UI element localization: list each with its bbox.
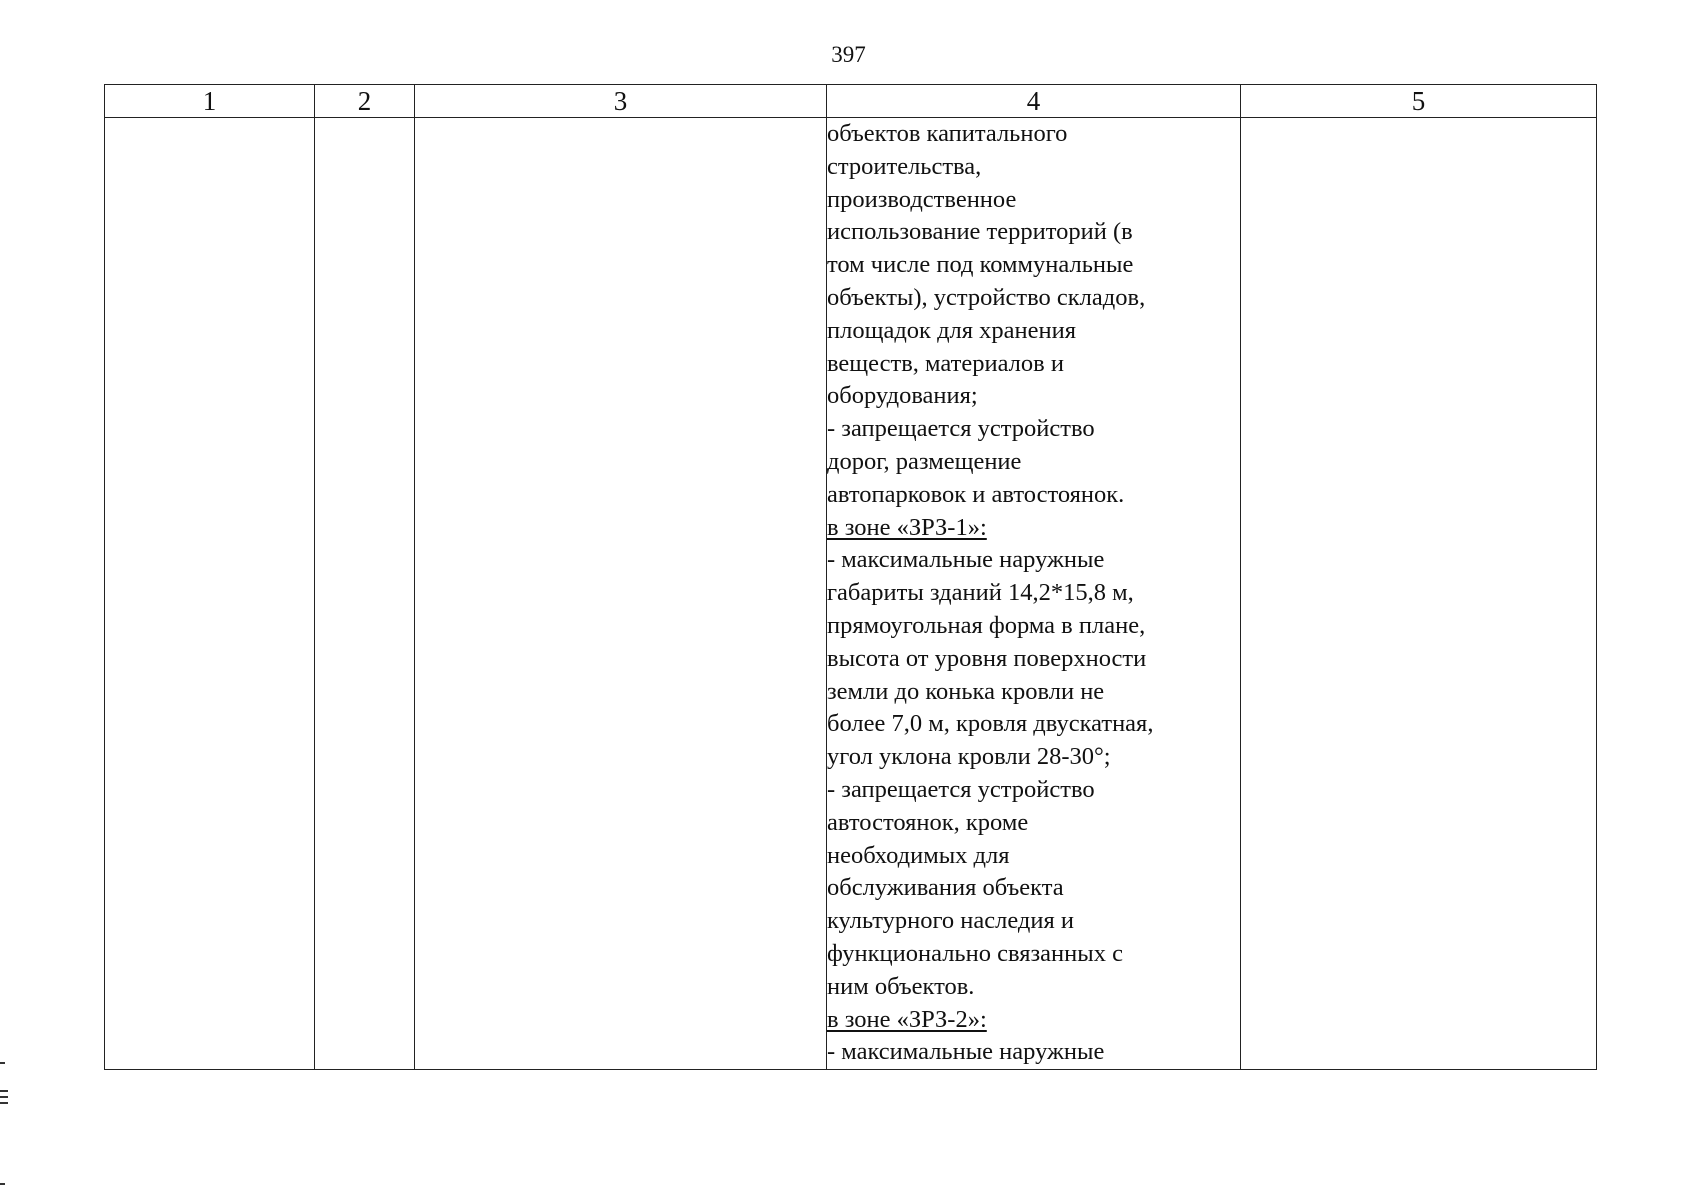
text-line: необходимых для [827,841,1010,869]
text-line: площадок для хранения [827,316,1077,344]
document-table [104,84,1597,1070]
margin-mark [0,1096,8,1098]
text-line: ним объектов. [827,972,975,1000]
text-line: прямоугольная форма в плане, [827,611,1146,639]
text-line: угол уклона кровли 28-30°; [827,743,1111,771]
text-line: габариты зданий 14,2*15,8 м, [827,579,1134,607]
text-line: - максимальные наружные [827,1038,1105,1066]
text-line: - запрещается устройство [827,415,1095,443]
text-line: объекты), устройство складов, [827,283,1146,311]
margin-mark [0,1062,5,1064]
table-row [105,118,1597,1070]
text-line: - запрещается устройство [827,775,1095,803]
zone-heading: в зоне «ЗРЗ-1»: [827,513,987,541]
text-line: земли до конька кровли не [827,677,1105,705]
column-header-1: 1 [105,85,315,118]
cell-column-4 [827,118,1241,1070]
zone-heading: в зоне «ЗРЗ-2»: [827,1005,987,1033]
text-line: культурного наследия и [827,907,1074,935]
column-header-3: 3 [415,85,827,118]
margin-mark [0,1102,8,1104]
text-line: дорог, размещение [827,447,1022,475]
margin-mark [0,1090,8,1092]
text-line: более 7,0 м, кровля двускатная, [827,710,1154,738]
text-line: автопарковок и автостоянок. [827,480,1125,508]
column-header-5: 5 [1241,85,1597,118]
text-line: производственное [827,185,1017,213]
column-header-4: 4 [827,85,1241,118]
cell-column-1 [105,118,315,1070]
text-line: том числе под коммунальные [827,251,1134,279]
margin-mark [0,1183,5,1185]
cell-column-2 [315,118,415,1070]
text-line: объектов капитального [827,120,1068,147]
text-line: - максимальные наружные [827,546,1105,574]
text-line: веществ, материалов и [827,349,1064,377]
page-number: 397 [831,42,866,67]
cell-column-3 [415,118,827,1070]
text-line: функционально связанных с [827,939,1123,967]
column4-text [827,118,1240,1069]
table-header-row [105,85,1597,118]
cell-column-5 [1241,118,1597,1070]
text-line: обслуживания объекта [827,874,1064,902]
text-line: использование территорий (в [827,218,1133,246]
text-line: оборудования; [827,382,978,410]
text-line: высота от уровня поверхности [827,644,1147,672]
text-line: автостоянок, кроме [827,808,1029,836]
text-line: строительства, [827,152,982,180]
column-header-2: 2 [315,85,415,118]
